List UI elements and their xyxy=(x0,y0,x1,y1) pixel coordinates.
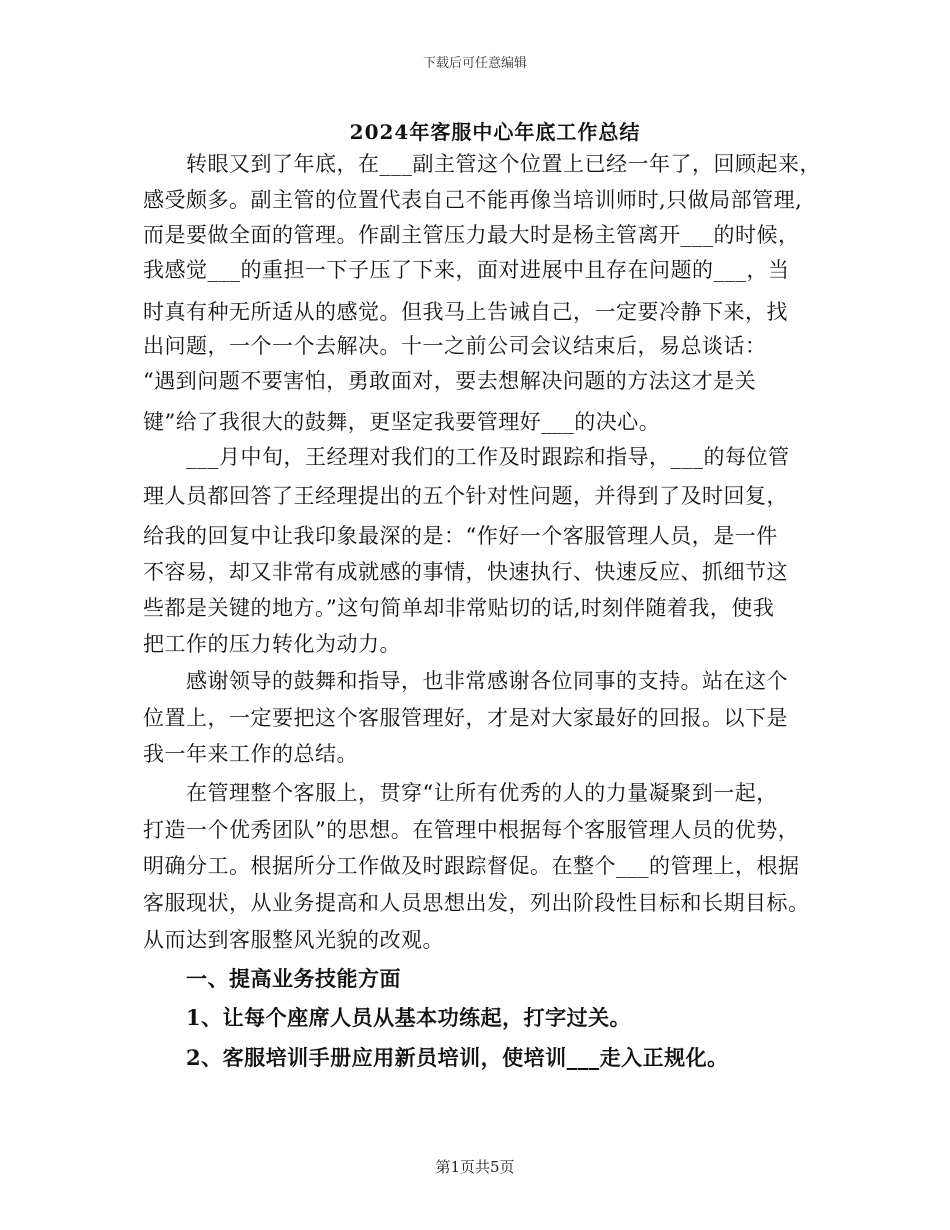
paragraph-line: 从而达到客服整风光貌的改观。 xyxy=(143,928,444,952)
paragraph-line: “遇到问题不要害怕，勇敢面对，要去想解决问题的方法这才是关 xyxy=(143,369,757,393)
paragraph-line: 而是要做全面的管理。作副主管压力最大时是杨主管离开___的时候， xyxy=(143,223,800,247)
section-heading-line: 2、客服培训手册应用新员培训，使培训___走入正规化。 xyxy=(186,1045,729,1070)
paragraph-line: 不容易，却又非常有成就感的事情，快速执行、快速反应、抓细节这 xyxy=(143,560,788,584)
paragraph-line: 感受颇多。副主管的位置代表自己不能再像当培训师时,只做局部管理, xyxy=(143,188,803,212)
paragraph-line: 把工作的压力转化为动力。 xyxy=(143,632,401,656)
section-heading-line: 1、让每个座席人员从基本功练起，打字过关。 xyxy=(186,1005,632,1030)
paragraph-line: 键”给了我很大的鼓舞，更坚定我要管理好___的决心。 xyxy=(143,410,661,434)
page-header: 下载后可任意编辑 xyxy=(422,56,527,71)
paragraph-line: 理人员都回答了王经理提出的五个针对性问题，并得到了及时回复， xyxy=(143,484,788,508)
paragraph-line: 明确分工。根据所分工作做及时跟踪督促。在整个___的管理上，根据 xyxy=(143,854,800,878)
paragraph-line: 我一年来工作的总结。 xyxy=(143,742,358,766)
paragraph-line: 些都是关键的地方。”这句简单却非常贴切的话,时刻伴随着我，使我 xyxy=(143,596,775,620)
paragraph-line: 给我的回复中让我印象最深的是：“作好一个客服管理人员，是一件 xyxy=(143,524,778,548)
section-heading-line: 一、提高业务技能方面 xyxy=(186,966,401,991)
page-footer: 第1页共5页 xyxy=(435,1158,515,1176)
paragraph-line: 时真有种无所适从的感觉。但我马上告诫自己，一定要冷静下来，找 xyxy=(143,300,788,324)
paragraph-line: 位置上，一定要把这个客服管理好，才是对大家最好的回报。以下是 xyxy=(143,706,788,730)
paragraph-line: 我感觉___的重担一下子压了下来，面对进展中且存在问题的___，当 xyxy=(143,258,790,282)
document-title: 2024年客服中心年底工作总结 xyxy=(349,120,641,144)
paragraph-line: 感谢领导的鼓舞和指导，也非常感谢各位同事的支持。站在这个 xyxy=(186,669,788,693)
paragraph-line: 客服现状，从业务提高和人员思想出发，列出阶段性目标和长期目标。 xyxy=(143,891,810,915)
paragraph-line: 转眼又到了年底，在___副主管这个位置上已经一年了，回顾起来， xyxy=(186,152,821,176)
paragraph-line: ___月中旬，王经理对我们的工作及时跟踪和指导，___的每位管 xyxy=(186,445,790,469)
paragraph-line: 出问题，一个一个去解决。十一之前公司会议结束后，易总谈话： xyxy=(143,334,767,358)
paragraph-line: 在管理整个客服上，贯穿“让所有优秀的人的力量凝聚到一起， xyxy=(186,781,778,805)
paragraph-line: 打造一个优秀团队”的思想。在管理中根据每个客服管理人员的优势， xyxy=(143,818,800,842)
